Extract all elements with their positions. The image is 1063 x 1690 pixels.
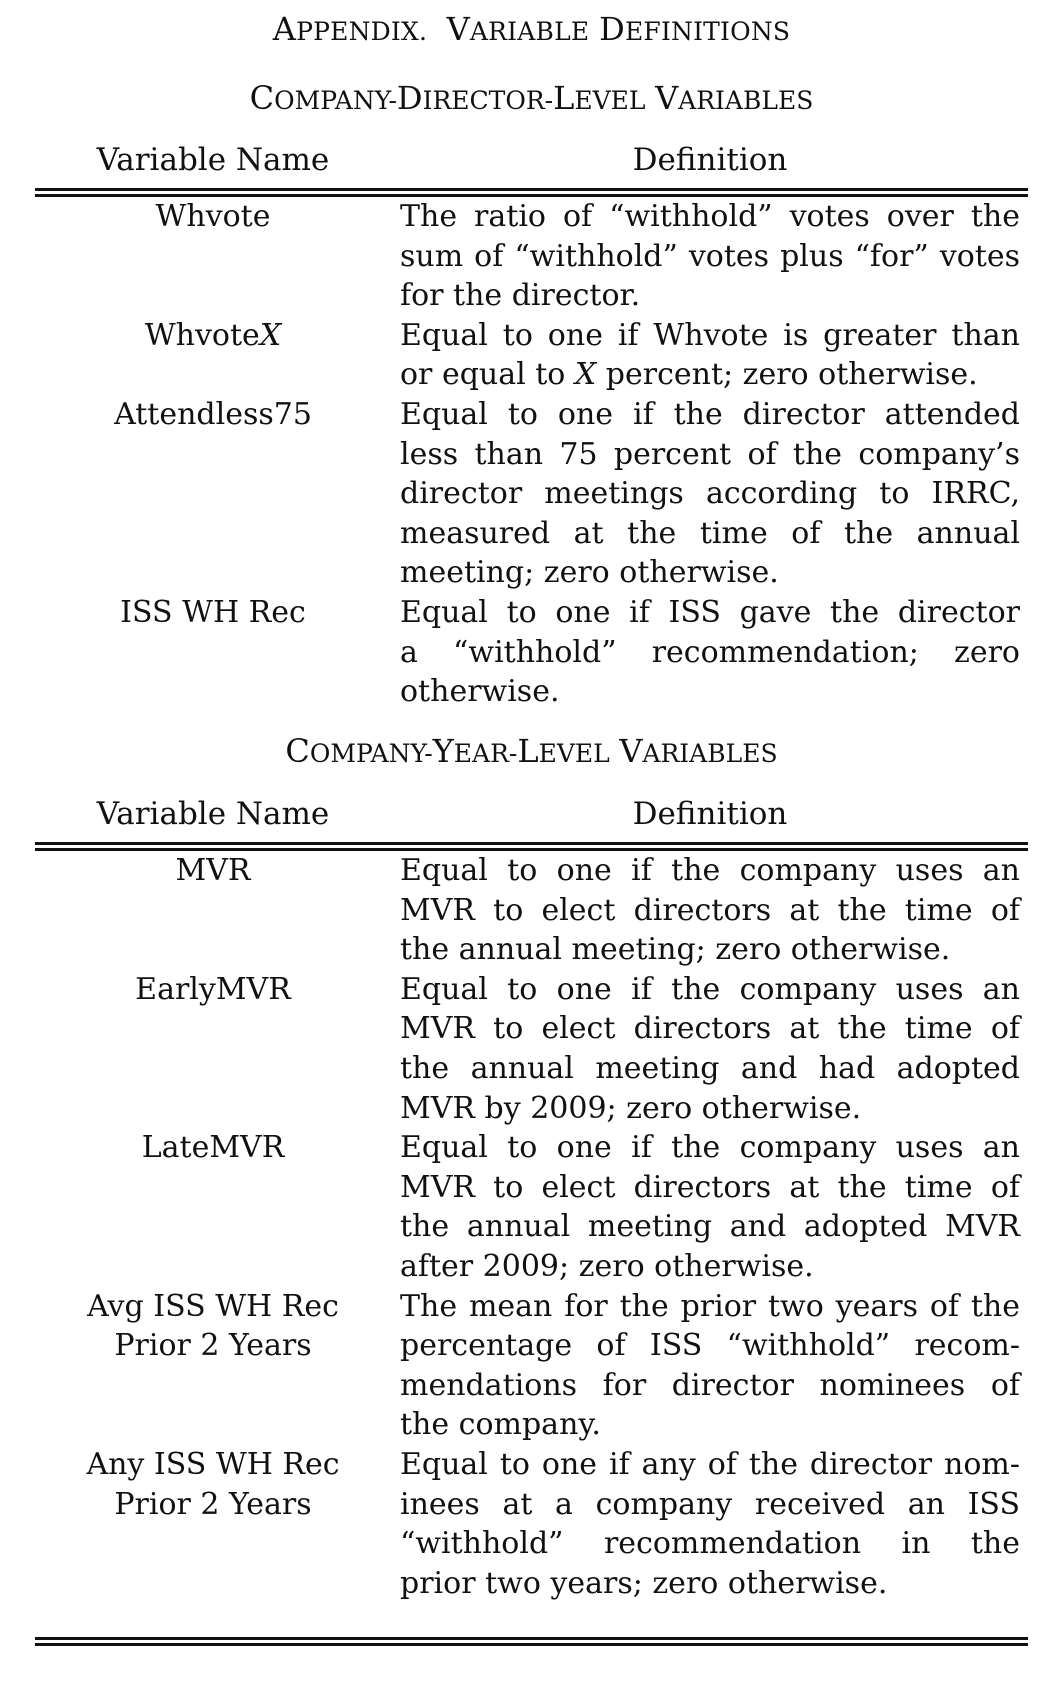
definition-line: prior two years; zero otherwise. [400,1565,888,1601]
definition-line: “withhold” recommendation in the [400,1526,1020,1562]
section1-title-part: C [249,79,275,117]
section1-title-part: EVEL [574,86,646,115]
appendix-title-d: D [599,10,625,48]
definition-line [400,355,1020,395]
definition-cell [400,1287,1020,1445]
variable-name: Attendless75 [114,396,312,432]
definition-line-pre: or equal to [400,357,575,393]
variable-name: ISS WH Rec [120,594,306,630]
definition-line: Equal to one if Whvote is greater than [400,317,1020,353]
table-row-earlymvr [35,970,1028,1128]
definition-line-post: percent; zero otherwise. [596,357,978,393]
definition-cell [400,851,1020,970]
definition-line: meeting; zero otherwise. [400,555,779,591]
appendix-title-v: V [446,10,470,48]
section1-title-part: OMPANY- [274,86,397,115]
table-row-avg-iss-wh-rec [35,1287,1028,1445]
section1-title [0,77,1063,122]
variable-name: MVR [175,853,251,888]
definition-cell [400,316,1020,395]
appendix-title-efinitions: EFINITIONS [624,17,791,46]
definition-line: director meetings according to IRRC, [400,476,1020,512]
variable-name [35,316,391,356]
section2-table [35,851,1028,1603]
appendix-title-ariable: ARIABLE [469,17,590,46]
section1-title-part: ARIABLES [678,86,814,115]
definition-line: otherwise. [400,674,560,710]
table-row-whvotex [35,316,1028,395]
variable-name: Avg ISS WH Rec [87,1288,339,1324]
section2-title-part: V [619,732,643,770]
variable-name-cell [35,970,391,1010]
variable-name: EarlyMVR [135,971,291,1007]
table-row-mvr [35,851,1028,970]
section2-title-part: L [517,732,539,770]
section1-header-variable-name: Variable Name [96,142,330,178]
variable-name: Whvote [155,199,271,234]
definition-line: MVR by 2009; zero otherwise. [400,1090,862,1126]
variable-name-cell [35,316,391,356]
variable-name: Prior 2 Years [114,1328,312,1364]
section1-title-part: V [655,79,679,117]
variable-name-cell [35,1445,391,1524]
section2-title-part: EAR- [453,739,518,768]
definition-line: the annual meeting and adopted MVR [400,1209,1020,1245]
section1-title-part: L [553,79,575,117]
definition-line: inees at a company received an ISS [400,1486,1020,1522]
section2-title-part: C [285,732,310,770]
section2-title-part: OMPANY- [309,739,433,768]
variable-name: Prior 2 Years [114,1486,312,1522]
appendix-title-ppendix: PPENDIX. [296,17,428,46]
definition-line: after 2009; zero otherwise. [400,1248,814,1284]
table-bottom-rule [35,1637,1028,1646]
variable-name-cell [35,1128,391,1168]
variable-name-cell [35,1287,391,1366]
definition-cell [400,197,1020,316]
section2-title [0,730,1063,775]
variable-name-cell [35,851,391,891]
table-row-iss-wh-rec [35,593,1028,712]
table-row-attendless75 [35,395,1028,593]
definition-line-italic: X [574,357,597,393]
variable-name-cell [35,395,391,435]
definition-cell [400,395,1020,593]
definition-line: sum of “withhold” votes plus “for” votes [400,238,1020,274]
definition-line: less than 75 percent of the company’s [400,436,1020,472]
definition-line: mendations for director nominees of [400,1367,1020,1403]
definition-line: Equal to one if the director attended [400,396,1020,432]
variable-name: Any ISS WH Rec [86,1446,340,1482]
variable-name-cell [35,197,391,237]
section2-header-variable-name: Variable Name [96,796,330,832]
definition-line: the annual meeting; zero otherwise. [400,932,951,968]
appendix-title-a: A [272,10,297,48]
definition-line: MVR to elect directors at the time of [400,1169,1020,1205]
section2-header-definition: Definition [632,796,788,832]
definition-cell [400,593,1020,712]
table-row-any-iss-wh-rec [35,1445,1028,1603]
variable-name-base: Whvote [144,317,260,353]
appendix-title [0,8,1063,53]
definition-cell [400,970,1020,1128]
definition-line: measured at the time of the annual [400,515,1020,551]
definition-line: Equal to one if ISS gave the director [400,594,1020,630]
definition-line: the annual meeting and had adopted [400,1050,1020,1086]
definition-line: for the director. [400,278,641,314]
section2-title-part: EVEL [538,739,610,768]
section1-title-part: D [396,79,423,117]
section1-header-rule [35,188,1028,197]
definition-line: Equal to one if the company uses an [400,971,1020,1007]
variable-name: LateMVR [141,1130,285,1166]
section2-title-part: Y [432,732,454,770]
table-row-whvote [35,197,1028,316]
table-row-latemvr [35,1128,1028,1286]
definition-cell [400,1445,1020,1603]
definition-line: percentage of ISS “withhold” recom- [400,1328,1020,1364]
definition-line: MVR to elect directors at the time of [400,892,1020,928]
section1-table [35,197,1028,712]
section2-header-rule [35,842,1028,851]
definition-line: The ratio of “withhold” votes over the [400,199,1020,234]
variable-name-cell [35,593,391,633]
definition-line: Equal to one if the company uses an [400,1130,1020,1166]
section1-title-part: IRECTOR- [422,86,554,115]
definition-line: Equal to one if any of the director nom- [400,1446,1020,1482]
definition-cell [400,1128,1020,1286]
definition-line: the company. [400,1407,601,1443]
variable-name-italic: X [259,317,282,353]
section2-title-part: ARIABLES [642,739,778,768]
section1-header-definition: Definition [632,142,788,178]
definition-line: Equal to one if the company uses an [400,853,1020,888]
definition-line: a “withhold” recommendation; zero [400,634,1020,670]
definition-line: The mean for the prior two years of the [400,1288,1020,1324]
definition-line: MVR to elect directors at the time of [400,1011,1020,1047]
